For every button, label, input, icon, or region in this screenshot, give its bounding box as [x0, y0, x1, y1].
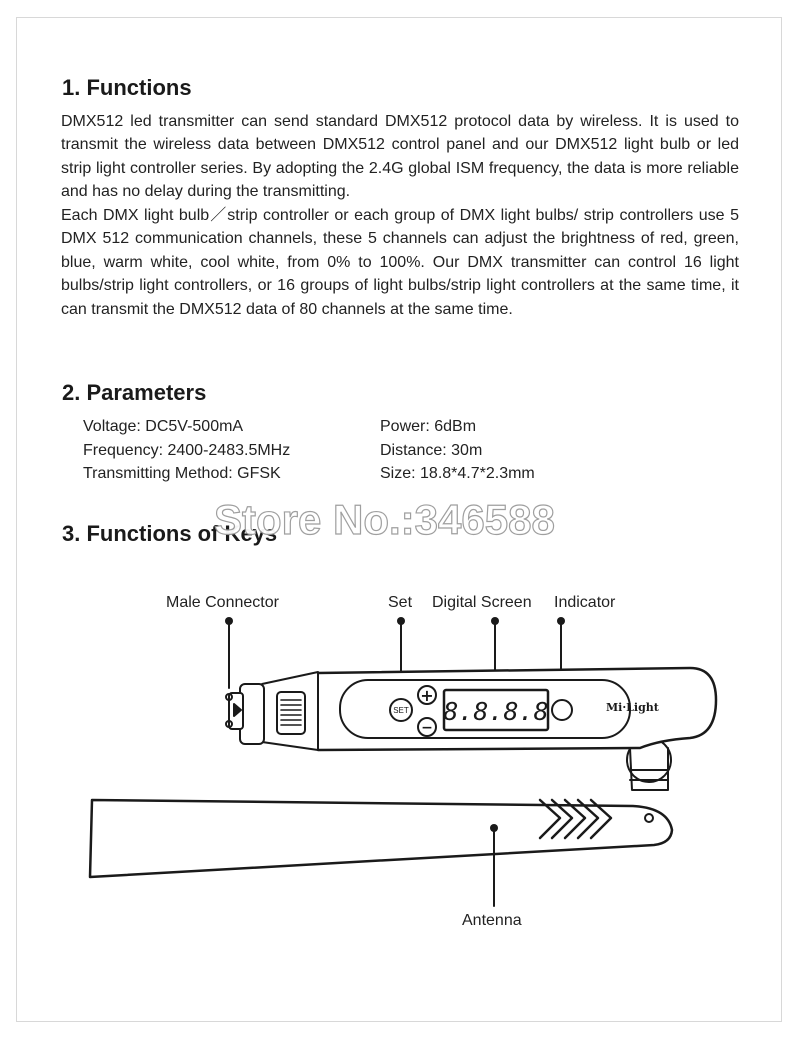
parameter-transmitting-method: Transmitting Method: GFSK — [83, 465, 281, 482]
brand-logo: Mi·Light — [606, 701, 659, 714]
digital-screen-readout: 8.8.8.8 — [443, 697, 549, 726]
plus-icon: + — [420, 686, 434, 705]
minus-icon: − — [421, 720, 433, 736]
label-indicator: Indicator — [554, 594, 616, 611]
label-male-connector: Male Connector — [166, 594, 279, 611]
parameter-power: Power: 6dBm — [380, 418, 477, 435]
male-connector — [226, 684, 264, 744]
antenna — [90, 800, 672, 877]
parameter-size: Size: 18.8*4.7*2.3mm — [380, 465, 535, 482]
store-watermark: Store No.:346588 — [214, 496, 555, 543]
section-title-parameters: 2. Parameters — [62, 380, 207, 405]
indicator-light — [552, 700, 572, 720]
section-title-functions: 1. Functions — [62, 75, 192, 100]
parameter-frequency: Frequency: 2400-2483.5MHz — [83, 441, 291, 459]
label-antenna: Antenna — [462, 912, 522, 929]
section-title-functions-of-keys: 3. Functions of Keys — [62, 521, 278, 546]
functions-paragraph-2: Each DMX light bulb／strip controller or each group of DMX light bulbs/ strip controllers use 5 DMX 512 communication channels, these 5 channels can adjust the brightness of red, green, blue, warm white, cool white, from 0% to 100%. Our DMX transmitter can control 16 light bulbs/strip light controllers, or 16 groups of light bulbs/strip light controllers at the same time, it can transmit the DMX512 data of 80 channels at the same time. — [61, 207, 739, 318]
label-set: Set — [388, 594, 413, 611]
parameter-voltage: Voltage: DC5V-500mA — [83, 418, 244, 435]
label-digital-screen: Digital Screen — [432, 594, 532, 611]
set-button-label: SET — [393, 706, 409, 715]
functions-paragraph-1: DMX512 led transmitter can send standard DMX512 protocol data by wireless. It is used to transmit the wireless data between DMX512 control panel and our DMX512 light bulb or led strip light controller series. By adopting the 2.4G global ISM frequency, the data is more reliable and has no delay during the transmitting. — [61, 113, 739, 201]
parameter-distance: Distance: 30m — [380, 441, 483, 459]
leader-lines — [229, 619, 561, 906]
